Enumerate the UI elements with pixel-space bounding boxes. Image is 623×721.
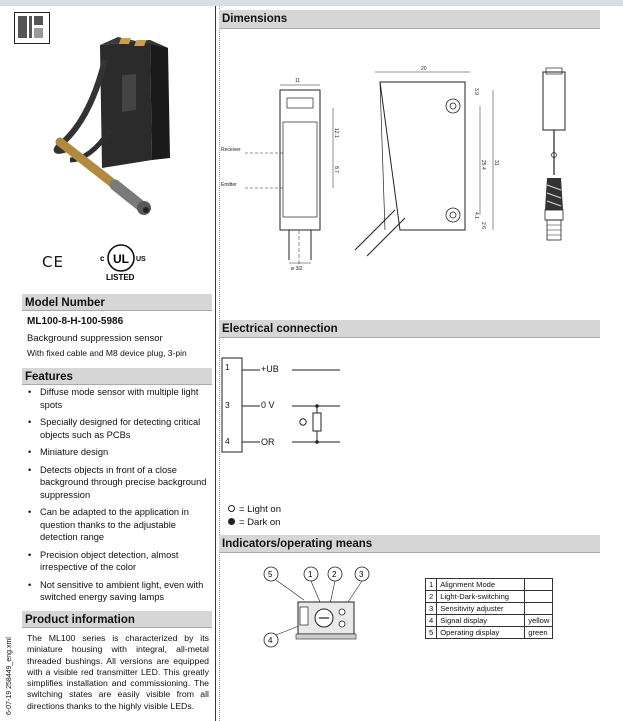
open-circle-icon [228, 505, 235, 512]
dim-3-2: ø 3.2 [291, 266, 303, 272]
document-side-code: 6-07-19 258449_eng.xml [6, 637, 13, 715]
section-features: Features [22, 368, 212, 385]
features-list [24, 386, 210, 609]
model-description: Background suppression sensor [27, 333, 163, 344]
svg-text:LISTED: LISTED [106, 273, 135, 282]
dim-12-1: 12.1 [333, 128, 339, 138]
wiring-diagram [222, 355, 352, 455]
callout-1: 1 [308, 570, 313, 579]
feature-item: • Precision object detection, almost irrespective of the color [24, 549, 210, 574]
column-divider [215, 6, 216, 721]
feature-item: • Detects objects in front of a close background through precise background suppression [24, 464, 210, 502]
svg-text:US: US [136, 256, 146, 263]
pin-number: 1 [225, 362, 230, 372]
feature-item: • Miniature design [24, 446, 210, 459]
table-row: 1 Alignment Mode [426, 579, 553, 591]
section-model-number: Model Number [22, 294, 212, 311]
dim-31: 31 [493, 160, 499, 166]
dim-emitter-label: Emitter [221, 182, 237, 188]
dim-receiver-label: Receiver [221, 147, 241, 153]
feature-item: • Diffuse mode sensor with multiple light spots [24, 386, 210, 411]
callout-4: 4 [268, 636, 273, 645]
callout-2: 2 [332, 570, 337, 579]
model-subdescription: With fixed cable and M8 device plug, 3-pin [27, 348, 187, 358]
pin-signal: OR [261, 437, 275, 447]
indicators-table [425, 578, 553, 639]
pin-signal: +UB [261, 364, 279, 374]
section-dimensions: Dimensions [219, 10, 600, 29]
dim-3-9: 3.9 [473, 88, 479, 95]
ce-mark: CE [42, 253, 64, 271]
top-bar [0, 0, 623, 6]
indicators-drawing [258, 562, 378, 652]
feature-item: • Not sensitive to ambient light, even with switched energy saving lamps [24, 579, 210, 604]
pin-signal: 0 V [261, 400, 275, 410]
table-row: 2 Light-Dark-switching [426, 591, 553, 603]
dimensions-drawing [221, 60, 605, 275]
product-information-text: The ML100 series is characterized by its miniature housing with integral, all-metal threaded bushings. All versions are equipped with a visible red transmitter LED. This greatly simplifies installation and commissioning. The switching states are easily visible from all directions thanks to the highly visible LEDs. [27, 633, 209, 711]
svg-text:UL: UL [113, 252, 129, 266]
callout-3: 3 [359, 570, 364, 579]
dim-25-4: 25.4 [480, 160, 486, 170]
table-row: 3 Sensitivity adjuster [426, 603, 553, 615]
legend-light-on: = Light on [228, 504, 281, 515]
legend-dark-on: = Dark on [228, 517, 280, 528]
section-indicators: Indicators/operating means [219, 535, 600, 553]
dim-8-7: 8.7 [333, 166, 339, 173]
feature-item: • Can be adapted to the application in question thanks to the adjustable detection range [24, 506, 210, 544]
svg-text:c: c [100, 254, 105, 263]
section-electrical-connection: Electrical connection [219, 320, 600, 338]
dim-2-6: 2.6 [480, 222, 486, 229]
feature-item: • Specially designed for detecting critical objects such as PCBs [24, 416, 210, 441]
callout-5: 5 [268, 570, 273, 579]
section-product-information: Product information [22, 611, 212, 628]
column-divider-dotted [219, 6, 220, 721]
model-code: ML100-8-H-100-5986 [27, 316, 124, 327]
pin-number: 4 [225, 436, 230, 446]
pin-number: 3 [225, 400, 230, 410]
table-row: 4 Signal display yellow [426, 615, 553, 627]
dim-4-1: 4.1 [473, 212, 479, 219]
sensor-product-photo [40, 30, 210, 225]
table-row: 5 Operating display green [426, 627, 553, 639]
dim-20: 20 [421, 66, 427, 72]
dim-11: 11 [295, 78, 301, 84]
filled-circle-icon [228, 518, 235, 525]
ul-listed-mark [95, 240, 155, 284]
